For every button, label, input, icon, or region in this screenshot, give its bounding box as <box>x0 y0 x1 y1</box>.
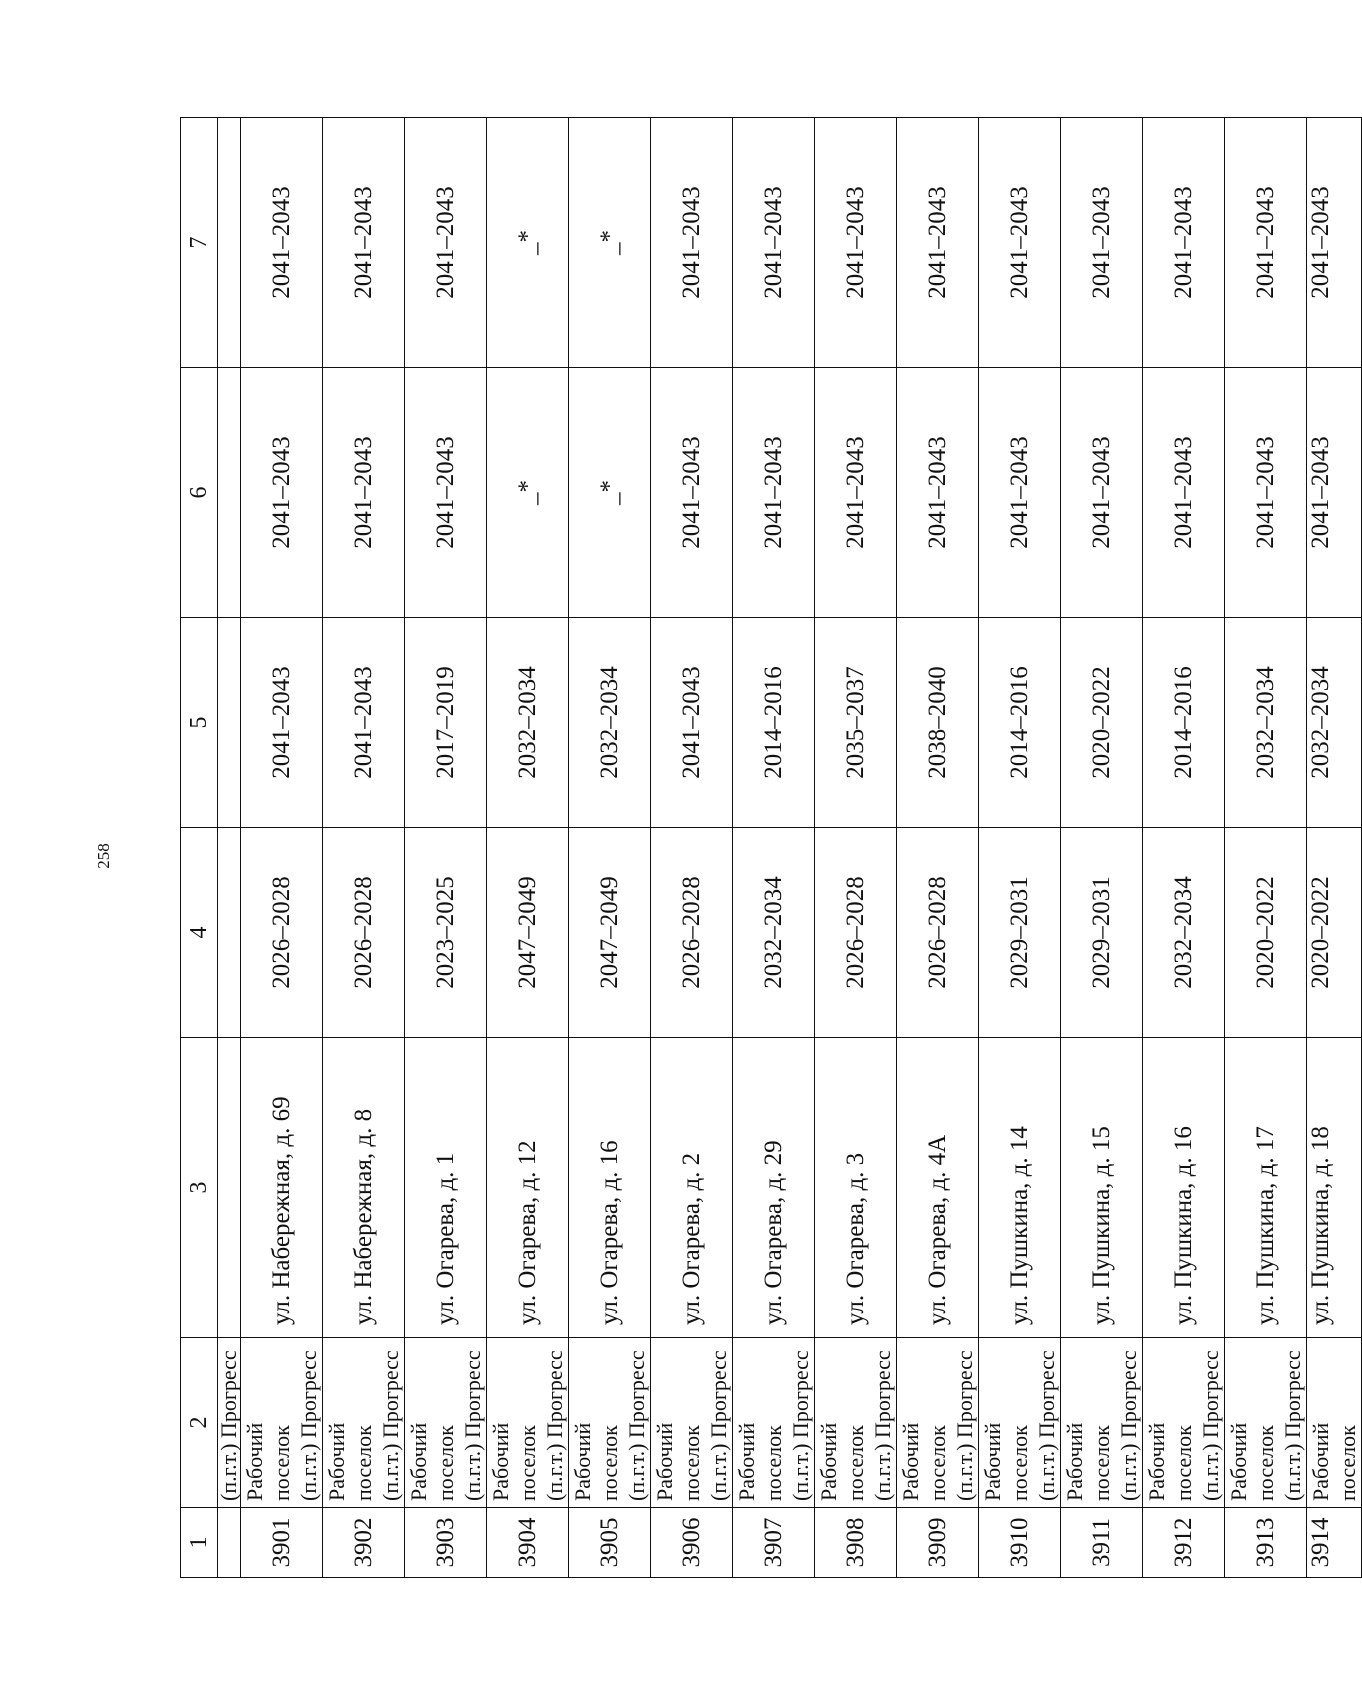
table-row <box>323 118 405 1578</box>
column-header-3: 3 <box>181 1038 218 1338</box>
cell-address: ул. Пушкина, д. 18 <box>1307 1038 1362 1338</box>
continuation-row <box>218 118 241 1578</box>
cell-locality <box>1061 1338 1143 1508</box>
cell-number: 3907 <box>733 1508 815 1578</box>
cell-col6: 2041–2043 <box>1061 368 1143 618</box>
column-header-2: 2 <box>181 1338 218 1508</box>
cell-col7: 2041–2043 <box>979 118 1061 368</box>
cell-col6: _* <box>487 368 569 618</box>
locality-line-2: (п.г.т.) Прогресс <box>706 1350 731 1501</box>
cell-address: ул. Огарева, д. 3 <box>815 1038 897 1338</box>
locality-line-1: Рабочий поселок <box>1062 1422 1114 1501</box>
cell-number: 3905 <box>569 1508 651 1578</box>
cell-number: 3903 <box>405 1508 487 1578</box>
table-row <box>733 118 815 1578</box>
locality-line-1: Рабочий поселок <box>898 1422 950 1501</box>
cell-number: 3908 <box>815 1508 897 1578</box>
cell-empty <box>218 618 241 828</box>
cell-col5: 2020–2022 <box>1061 618 1143 828</box>
cell-address: ул. Набережная, д. 69 <box>241 1038 323 1338</box>
table-row <box>1143 118 1225 1578</box>
cell-col6: 2041–2043 <box>897 368 979 618</box>
cell-address: ул. Огарева, д. 12 <box>487 1038 569 1338</box>
cell-col4: 2047–2049 <box>487 828 569 1038</box>
table-row <box>241 118 323 1578</box>
cell-col4: 2020–2022 <box>1225 828 1307 1038</box>
table-row <box>979 118 1061 1578</box>
cell-number: 3901 <box>241 1508 323 1578</box>
table-row <box>1061 118 1143 1578</box>
locality-line-1: Рабочий поселок <box>406 1422 458 1501</box>
rotated-table-area <box>180 118 1360 1568</box>
locality-line-2: (п.г.т.) Прогресс <box>1198 1350 1223 1501</box>
locality-line-1: Рабочий поселок <box>1144 1422 1196 1501</box>
cell-col4: 2047–2049 <box>569 828 651 1038</box>
cell-locality <box>1225 1338 1307 1508</box>
locality-line-2: (п.г.т.) Прогресс <box>460 1350 485 1501</box>
cell-col5: 2014–2016 <box>979 618 1061 828</box>
column-header-7: 7 <box>181 118 218 368</box>
cell-col7: 2041–2043 <box>1061 118 1143 368</box>
cell-number: 3914 <box>1307 1508 1362 1578</box>
locality-line-1: Рабочий поселок <box>980 1422 1032 1501</box>
locality-line-2: (п.г.т.) Прогресс <box>788 1350 813 1501</box>
cell-col5: 2041–2043 <box>323 618 405 828</box>
cell-col6: 2041–2043 <box>1225 368 1307 618</box>
cell-col5: 2014–2016 <box>733 618 815 828</box>
cell-number: 3912 <box>1143 1508 1225 1578</box>
cell-address: ул. Пушкина, д. 15 <box>1061 1038 1143 1338</box>
cell-col7: 2041–2043 <box>323 118 405 368</box>
cell-col5: 2032–2034 <box>569 618 651 828</box>
locality-line-1: Рабочий поселок <box>570 1422 622 1501</box>
column-header-1: 1 <box>181 1508 218 1578</box>
cell-col5: 2032–2034 <box>487 618 569 828</box>
locality-line-1: Рабочий поселок <box>488 1422 540 1501</box>
cell-col7: _* <box>487 118 569 368</box>
cell-col6: _* <box>569 368 651 618</box>
cell-col7: 2041–2043 <box>897 118 979 368</box>
cell-locality <box>651 1338 733 1508</box>
cell-col5: 2041–2043 <box>651 618 733 828</box>
cell-locality <box>241 1338 323 1508</box>
cell-col7: _* <box>569 118 651 368</box>
cell-col5: 2035–2037 <box>815 618 897 828</box>
cell-empty <box>218 1508 241 1578</box>
table-row <box>815 118 897 1578</box>
table-row <box>1225 118 1307 1578</box>
cell-address: ул. Огарева, д. 2 <box>651 1038 733 1338</box>
housing-schedule-table <box>180 117 1362 1578</box>
cell-col4: 2023–2025 <box>405 828 487 1038</box>
table-row <box>569 118 651 1578</box>
cell-col6: 2041–2043 <box>323 368 405 618</box>
column-header-6: 6 <box>181 368 218 618</box>
column-header-4: 4 <box>181 828 218 1038</box>
locality-line-2: (п.г.т.) Прогресс <box>542 1350 567 1501</box>
locality-line-1: Рабочий поселок <box>816 1422 868 1501</box>
cell-col5: 2041–2043 <box>241 618 323 828</box>
cell-number: 3911 <box>1061 1508 1143 1578</box>
cell-col5: 2032–2034 <box>1307 618 1362 828</box>
cell-address: ул. Пушкина, д. 14 <box>979 1038 1061 1338</box>
cell-locality <box>1143 1338 1225 1508</box>
cell-number: 3904 <box>487 1508 569 1578</box>
cell-number: 3909 <box>897 1508 979 1578</box>
cell-col6: 2041–2043 <box>405 368 487 618</box>
locality-line-2: (п.г.т.) Прогресс <box>952 1350 977 1501</box>
cell-address: ул. Огарева, д. 16 <box>569 1038 651 1338</box>
cell-locality: Рабочий поселок <box>1307 1338 1362 1508</box>
cell-col5: 2017–2019 <box>405 618 487 828</box>
cell-locality <box>323 1338 405 1508</box>
cell-col7: 2041–2043 <box>1225 118 1307 368</box>
locality-line-1: Рабочий поселок <box>324 1422 376 1501</box>
locality-line-2: (п.г.т.) Прогресс <box>378 1350 403 1501</box>
table-row-partial <box>1307 118 1362 1578</box>
cell-col4: 2026–2028 <box>241 828 323 1038</box>
cell-address: ул. Набережная, д. 8 <box>323 1038 405 1338</box>
locality-line-2: (п.г.т.) Прогресс <box>296 1350 321 1501</box>
cell-col4: 2026–2028 <box>651 828 733 1038</box>
cell-col4: 2026–2028 <box>897 828 979 1038</box>
cell-locality <box>979 1338 1061 1508</box>
cell-col5: 2038–2040 <box>897 618 979 828</box>
cell-col4: 2026–2028 <box>815 828 897 1038</box>
locality-line-1: Рабочий поселок <box>1226 1422 1278 1501</box>
table-row <box>487 118 569 1578</box>
cell-address: ул. Пушкина, д. 16 <box>1143 1038 1225 1338</box>
cell-col6: 2041–2043 <box>1307 368 1362 618</box>
cell-col7: 2041–2043 <box>1307 118 1362 368</box>
cell-col6: 2041–2043 <box>815 368 897 618</box>
cell-col4: 2029–2031 <box>979 828 1061 1038</box>
cell-locality <box>815 1338 897 1508</box>
cell-locality <box>569 1338 651 1508</box>
cell-col4: 2032–2034 <box>733 828 815 1038</box>
cell-col4: 2032–2034 <box>1143 828 1225 1038</box>
locality-line-1: Рабочий поселок <box>734 1422 786 1501</box>
cell-number: 3902 <box>323 1508 405 1578</box>
cell-address: ул. Пушкина, д. 17 <box>1225 1038 1307 1338</box>
cell-empty <box>218 828 241 1038</box>
cell-col4: 2020–2022 <box>1307 828 1362 1038</box>
cell-empty <box>218 368 241 618</box>
cell-locality <box>405 1338 487 1508</box>
cell-col4: 2026–2028 <box>323 828 405 1038</box>
cell-col7: 2041–2043 <box>241 118 323 368</box>
cell-col6: 2041–2043 <box>651 368 733 618</box>
locality-line-1: Рабочий поселок <box>242 1422 294 1501</box>
cell-address: ул. Огарева, д. 4А <box>897 1038 979 1338</box>
locality-line-2: (п.г.т.) Прогресс <box>1034 1350 1059 1501</box>
cell-locality-continuation: (п.г.т.) Прогресс <box>218 1338 241 1508</box>
table-row <box>651 118 733 1578</box>
cell-col7: 2041–2043 <box>733 118 815 368</box>
table-wrapper <box>180 118 1360 1578</box>
locality-line-2: (п.г.т.) Прогресс <box>1116 1350 1141 1501</box>
page-number: 258 <box>94 843 113 869</box>
cell-empty <box>218 1038 241 1338</box>
cell-col6: 2041–2043 <box>1143 368 1225 618</box>
cell-number: 3910 <box>979 1508 1061 1578</box>
cell-locality <box>487 1338 569 1508</box>
cell-address: ул. Огарева, д. 29 <box>733 1038 815 1338</box>
cell-col6: 2041–2043 <box>733 368 815 618</box>
locality-line-1: Рабочий поселок <box>652 1422 704 1501</box>
cell-col7: 2041–2043 <box>405 118 487 368</box>
cell-col7: 2041–2043 <box>651 118 733 368</box>
cell-col4: 2029–2031 <box>1061 828 1143 1038</box>
cell-number: 3913 <box>1225 1508 1307 1578</box>
column-header-5: 5 <box>181 618 218 828</box>
cell-locality <box>733 1338 815 1508</box>
locality-line-2: (п.г.т.) Прогресс <box>624 1350 649 1501</box>
locality-line-2: (п.г.т.) Прогресс <box>1280 1350 1305 1501</box>
table-row <box>897 118 979 1578</box>
locality-line-2: (п.г.т.) Прогресс <box>870 1350 895 1501</box>
cell-col6: 2041–2043 <box>241 368 323 618</box>
table-row <box>405 118 487 1578</box>
cell-col7: 2041–2043 <box>815 118 897 368</box>
cell-locality <box>897 1338 979 1508</box>
cell-col7: 2041–2043 <box>1143 118 1225 368</box>
cell-col5: 2014–2016 <box>1143 618 1225 828</box>
cell-col5: 2032–2034 <box>1225 618 1307 828</box>
header-row <box>181 118 218 1578</box>
cell-address: ул. Огарева, д. 1 <box>405 1038 487 1338</box>
cell-empty <box>218 118 241 368</box>
cell-number: 3906 <box>651 1508 733 1578</box>
cell-col6: 2041–2043 <box>979 368 1061 618</box>
